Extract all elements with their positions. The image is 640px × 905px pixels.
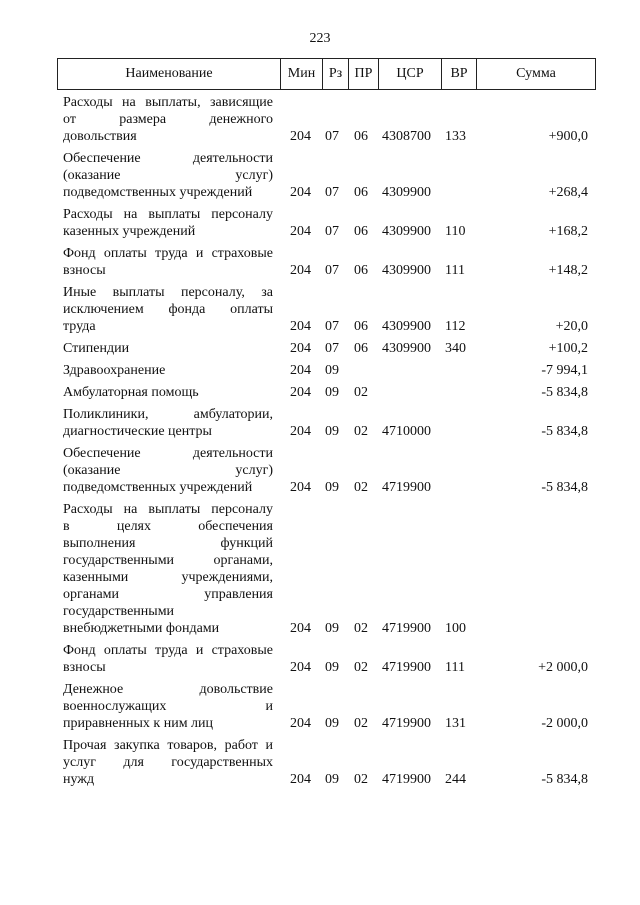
- row-name: [63, 362, 273, 379]
- row-pr: 02: [354, 480, 368, 495]
- row-name-line: от размера денежного: [63, 112, 273, 127]
- row-vr: 112: [445, 319, 466, 334]
- row-rz: 09: [325, 772, 339, 787]
- table-body: [0, 94, 640, 793]
- row-name-line: труда: [63, 319, 96, 334]
- row-name-line: Расходы на выплаты персоналу: [63, 207, 273, 222]
- table-header: [57, 58, 596, 90]
- row-name: [63, 340, 273, 357]
- row-vr: 111: [445, 660, 465, 675]
- row-sum: +20,0: [555, 319, 588, 334]
- row-min: 204: [290, 185, 311, 200]
- row-name-line: Расходы на выплаты, зависящие: [63, 95, 273, 110]
- row-name-line: Обеспечение деятельности: [63, 446, 273, 461]
- row-min: 204: [290, 263, 311, 278]
- row-name-line: Здравоохранение: [63, 363, 166, 378]
- row-name-line: в целях обеспечения: [63, 519, 273, 534]
- row-name-line: Амбулаторная помощь: [63, 385, 199, 400]
- row-rz: 07: [325, 224, 339, 239]
- row-name-line: услуг для государственных: [63, 755, 273, 770]
- row-csr: 4309900: [382, 263, 431, 278]
- row-rz: 09: [325, 660, 339, 675]
- row-pr: 06: [354, 185, 368, 200]
- table-row: [0, 340, 640, 357]
- page-number: 223: [309, 31, 331, 46]
- row-min: 204: [290, 660, 311, 675]
- row-name-line: Поликлиники, амбулатории,: [63, 407, 273, 422]
- header-min: Мин: [280, 59, 322, 89]
- row-name: [63, 737, 273, 788]
- row-sum: -5 834,8: [541, 772, 588, 787]
- row-name-line: подведомственных учреждений: [63, 480, 253, 495]
- row-name-line: Иные выплаты персоналу, за: [63, 285, 273, 300]
- row-min: 204: [290, 385, 311, 400]
- row-min: 204: [290, 716, 311, 731]
- row-rz: 09: [325, 385, 339, 400]
- row-vr: 111: [445, 263, 465, 278]
- row-min: 204: [290, 129, 311, 144]
- row-sum: +148,2: [548, 263, 588, 278]
- row-pr: 02: [354, 660, 368, 675]
- row-sum: -5 834,8: [541, 424, 588, 439]
- row-sum: +268,4: [548, 185, 588, 200]
- table-row: [0, 206, 640, 240]
- row-name: [63, 501, 273, 637]
- row-name-line: Фонд оплаты труда и страховые: [63, 643, 273, 658]
- row-name-line: Денежное довольствие: [63, 682, 273, 697]
- row-name: [63, 642, 273, 676]
- row-name-line: государственными: [63, 604, 175, 619]
- row-csr: 4719900: [382, 480, 431, 495]
- row-sum: -2 000,0: [541, 716, 588, 731]
- row-min: 204: [290, 621, 311, 636]
- row-name: [63, 445, 273, 496]
- row-pr: 02: [354, 385, 368, 400]
- row-min: 204: [290, 772, 311, 787]
- row-sum: +900,0: [548, 129, 588, 144]
- row-name-line: Расходы на выплаты персоналу: [63, 502, 273, 517]
- table-row: [0, 362, 640, 379]
- row-min: 204: [290, 363, 311, 378]
- row-vr: 133: [445, 129, 466, 144]
- row-name: [63, 681, 273, 732]
- header-name: Наименование: [125, 66, 213, 81]
- table-row: [0, 150, 640, 201]
- row-csr: 4309900: [382, 341, 431, 356]
- row-pr: 02: [354, 772, 368, 787]
- row-name-line: (оказание услуг): [63, 168, 273, 183]
- row-min: 204: [290, 480, 311, 495]
- row-name-line: внебюджетными фондами: [63, 621, 220, 636]
- row-rz: 09: [325, 424, 339, 439]
- row-name-line: Фонд оплаты труда и страховые: [63, 246, 273, 261]
- row-sum: -5 834,8: [541, 385, 588, 400]
- row-min: 204: [290, 341, 311, 356]
- row-rz: 07: [325, 129, 339, 144]
- row-pr: 02: [354, 716, 368, 731]
- row-rz: 09: [325, 621, 339, 636]
- row-name-line: Прочая закупка товаров, работ и: [63, 738, 273, 753]
- row-name-line: Обеспечение деятельности: [63, 151, 273, 166]
- row-csr: 4719900: [382, 772, 431, 787]
- row-rz: 09: [325, 480, 339, 495]
- table-row: [0, 737, 640, 788]
- header-csr: ЦСР: [378, 59, 441, 89]
- table-row: [0, 245, 640, 279]
- row-vr: 100: [445, 621, 466, 636]
- row-name-line: приравненных к ним лиц: [63, 716, 214, 731]
- table-row: [0, 681, 640, 732]
- row-rz: 07: [325, 185, 339, 200]
- row-name-line: военнослужащих и: [63, 699, 273, 714]
- table-row: [0, 445, 640, 496]
- row-csr: 4309900: [382, 185, 431, 200]
- row-sum: +168,2: [548, 224, 588, 239]
- row-vr: 340: [445, 341, 466, 356]
- row-rz: 07: [325, 263, 339, 278]
- row-name-line: органами управления: [63, 587, 273, 602]
- table-row: [0, 284, 640, 335]
- row-pr: 02: [354, 621, 368, 636]
- row-name: [63, 206, 273, 240]
- table-row: [0, 406, 640, 440]
- row-csr: 4719900: [382, 716, 431, 731]
- row-name: [63, 94, 273, 145]
- row-sum: +2 000,0: [538, 660, 588, 675]
- row-rz: 07: [325, 341, 339, 356]
- row-rz: 09: [325, 716, 339, 731]
- row-name: [63, 384, 273, 401]
- row-name-line: подведомственных учреждений: [63, 185, 253, 200]
- row-sum: -5 834,8: [541, 480, 588, 495]
- row-name-line: взносы: [63, 263, 106, 278]
- row-name: [63, 406, 273, 440]
- row-vr: 110: [445, 224, 466, 239]
- table-row: [0, 642, 640, 676]
- row-csr: 4309900: [382, 224, 431, 239]
- row-name-line: Стипендии: [63, 341, 130, 356]
- row-pr: 06: [354, 263, 368, 278]
- row-name: [63, 150, 273, 201]
- row-vr: 131: [445, 716, 466, 731]
- row-name-line: взносы: [63, 660, 106, 675]
- row-name-line: исключением фонда оплаты: [63, 302, 273, 317]
- row-rz: 07: [325, 319, 339, 334]
- row-pr: 06: [354, 224, 368, 239]
- row-csr: 4308700: [382, 129, 431, 144]
- row-min: 204: [290, 319, 311, 334]
- row-name-line: казенными учреждениями,: [63, 570, 273, 585]
- row-name-line: государственными органами,: [63, 553, 273, 568]
- table-row: [0, 94, 640, 145]
- row-min: 204: [290, 224, 311, 239]
- row-pr: 06: [354, 341, 368, 356]
- row-csr: 4309900: [382, 319, 431, 334]
- row-name-line: (оказание услуг): [63, 463, 273, 478]
- row-name-line: нужд: [63, 772, 95, 787]
- row-sum: -7 994,1: [541, 363, 588, 378]
- row-pr: 06: [354, 129, 368, 144]
- row-rz: 09: [325, 363, 339, 378]
- row-pr: 06: [354, 319, 368, 334]
- row-name-line: выполнения функций: [63, 536, 273, 551]
- row-csr: 4719900: [382, 621, 431, 636]
- row-name: [63, 284, 273, 335]
- row-name-line: казенных учреждений: [63, 224, 196, 239]
- row-vr: 244: [445, 772, 466, 787]
- row-name-line: диагностические центры: [63, 424, 212, 439]
- row-name: [63, 245, 273, 279]
- row-csr: 4710000: [382, 424, 431, 439]
- header-rz: Рз: [322, 59, 348, 89]
- row-csr: 4719900: [382, 660, 431, 675]
- table-row: [0, 384, 640, 401]
- header-vr: ВР: [441, 59, 476, 89]
- row-min: 204: [290, 424, 311, 439]
- row-pr: 02: [354, 424, 368, 439]
- row-name-line: довольствия: [63, 129, 137, 144]
- row-sum: +100,2: [548, 341, 588, 356]
- header-pr: ПР: [348, 59, 378, 89]
- table-row: [0, 501, 640, 637]
- header-sum: Сумма: [476, 59, 595, 89]
